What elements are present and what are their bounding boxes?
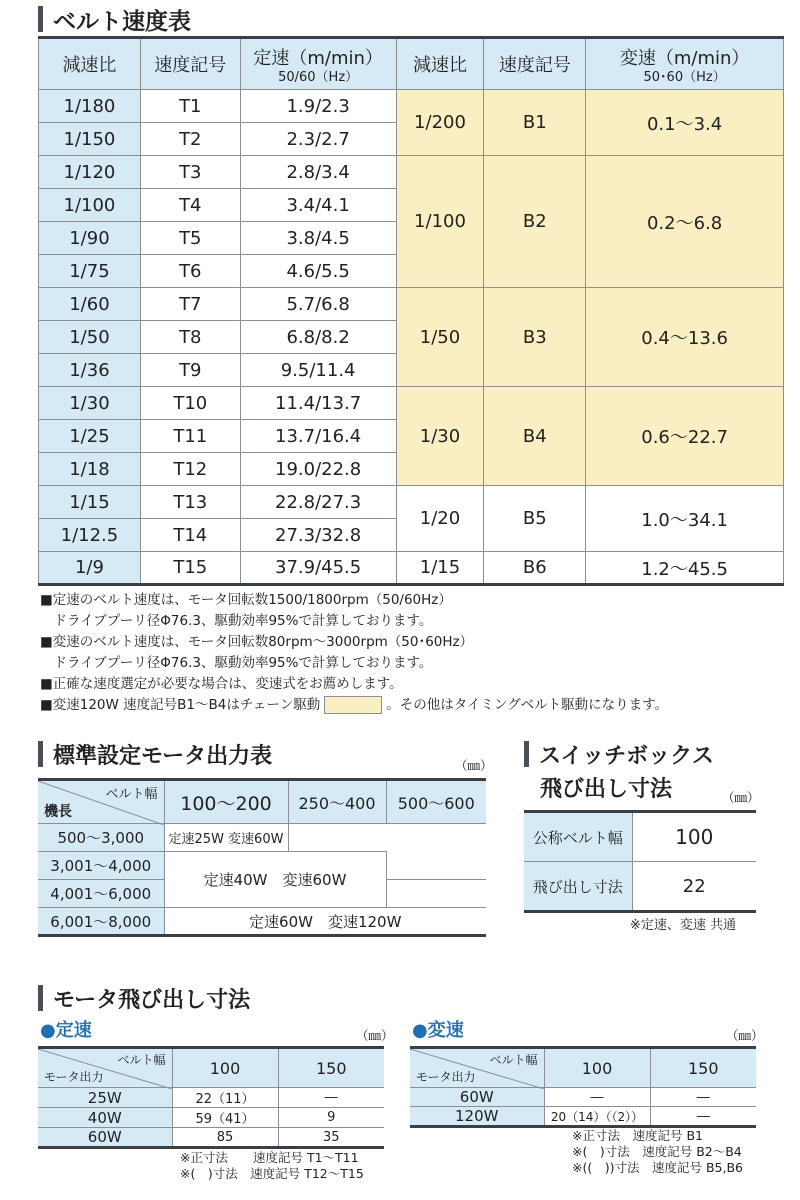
table-cell-var-speed: 1.2～45.5 [586, 552, 784, 585]
switch-box-table [524, 810, 756, 913]
table-cell-speed: 27.3/32.8 [240, 519, 396, 552]
switch-box-title [524, 738, 714, 770]
belt-speed-table [38, 36, 784, 586]
header-code: 速度記号 [140, 38, 240, 90]
table-cell-speed: 22.8/27.3 [240, 486, 396, 519]
header-fixed-speed-unit: 50/60（Hz） [278, 69, 359, 85]
table-cell: 9 [278, 1108, 384, 1128]
empty-cell [288, 824, 486, 852]
motor-output-table [38, 778, 486, 937]
table-cell-code: T10 [140, 387, 240, 420]
table-cell-var-code: B1 [484, 90, 586, 156]
table-cell: 22（11） [172, 1088, 278, 1108]
empty-cell [386, 880, 486, 908]
switch-box-title-2: 飛び出し寸法 [540, 777, 673, 802]
table-cell-code: T8 [140, 321, 240, 354]
switch-box-row2-label: 飛び出し寸法 [524, 862, 632, 912]
note-line: ※正寸法 速度記号 B1 [572, 1128, 703, 1143]
motor-output-title-text: 標準設定モータ出力表 [53, 743, 273, 769]
table-cell-var-ratio: 1/15 [396, 552, 484, 585]
variable-speed-subtitle: ●変速 [412, 1020, 464, 1041]
motor-output-cell-3: 定速60W 変速120W [164, 908, 486, 936]
table-cell-var-code: B6 [484, 552, 586, 585]
fixed-notes [180, 1150, 364, 1182]
corner-bottom-label: モータ出力 [44, 1070, 104, 1084]
table-cell-code: T1 [140, 90, 240, 123]
chain-drive-swatch [324, 696, 382, 714]
variable-notes [572, 1128, 743, 1176]
row-header: 60W [38, 1128, 172, 1148]
table-cell-code: T11 [140, 420, 240, 453]
row-header: 60W [410, 1088, 544, 1107]
fixed-protrusion-table [38, 1046, 384, 1149]
col-header: 100 [172, 1048, 278, 1088]
empty-cell [386, 852, 486, 880]
table-cell: 20（14）（（2）） [544, 1107, 650, 1127]
table-cell-code: T5 [140, 222, 240, 255]
header-fixed-speed [240, 38, 396, 90]
table-cell-code: T14 [140, 519, 240, 552]
table-cell-ratio: 1/60 [39, 288, 141, 321]
belt-speed-title [38, 4, 191, 34]
note-line: ※正寸法 速度記号 T1～T11 [180, 1150, 359, 1165]
table-cell-var-speed: 0.6～22.7 [586, 387, 784, 486]
table-cell-ratio: 1/180 [39, 90, 141, 123]
table-cell-code: T6 [140, 255, 240, 288]
note-line: ■変速のベルト速度は、モータ回転数80rpm～3000rpm（50･60Hz） [40, 634, 474, 650]
table-cell-var-code: B3 [484, 288, 586, 387]
header-ratio: 減速比 [39, 38, 141, 90]
table-cell-var-ratio: 1/200 [396, 90, 484, 156]
table-cell-speed: 13.7/16.4 [240, 420, 396, 453]
variable-corner [410, 1048, 544, 1088]
table-cell-var-ratio: 1/50 [396, 288, 484, 387]
corner-top-label: ベルト幅 [489, 1053, 538, 1067]
note-chain-text: ■変速120W 速度記号B1～B4はチェーン駆動 [40, 697, 321, 713]
table-cell-speed: 37.9/45.5 [240, 552, 396, 585]
table-cell-code: T7 [140, 288, 240, 321]
corner-top-label: ベルト幅 [105, 787, 158, 802]
col-header: 150 [278, 1048, 384, 1088]
row-header: 120W [410, 1107, 544, 1127]
row-header: 25W [38, 1088, 172, 1108]
table-cell-speed: 3.8/4.5 [240, 222, 396, 255]
table-cell-ratio: 1/100 [39, 189, 141, 222]
table-cell-var-ratio: 1/20 [396, 486, 484, 552]
table-cell-ratio: 1/150 [39, 123, 141, 156]
table-cell-ratio: 1/30 [39, 387, 141, 420]
switch-box-row1-label: 公称ベルト幅 [524, 812, 632, 862]
note-line: ■定速のベルト速度は、モータ回転数1500/1800rpm（50/60Hz） [40, 592, 452, 608]
table-cell-code: T4 [140, 189, 240, 222]
motor-output-corner [38, 780, 164, 824]
switch-box-row2-value: 22 [632, 862, 756, 912]
table-cell-var-speed: 1.0～34.1 [586, 486, 784, 552]
note-line: ※( )寸法 速度記号 B2～B4 [572, 1144, 742, 1159]
table-cell-ratio: 1/12.5 [39, 519, 141, 552]
table-cell-speed: 2.3/2.7 [240, 123, 396, 156]
table-cell-ratio: 1/50 [39, 321, 141, 354]
fixed-corner [38, 1048, 172, 1088]
table-cell-speed: 5.7/6.8 [240, 288, 396, 321]
table-cell-code: T3 [140, 156, 240, 189]
header-var-speed [586, 38, 784, 90]
table-cell-var-ratio: 1/100 [396, 156, 484, 288]
table-cell: 85 [172, 1128, 278, 1148]
table-cell-var-code: B2 [484, 156, 586, 288]
switch-box-note: ※定速、変速 共通 [630, 918, 737, 933]
table-cell-code: T9 [140, 354, 240, 387]
header-code-2: 速度記号 [484, 38, 586, 90]
row-header: 40W [38, 1108, 172, 1128]
note-line-chain [40, 695, 790, 716]
table-cell-speed: 9.5/11.4 [240, 354, 396, 387]
col-header: 150 [650, 1048, 756, 1088]
table-cell-var-speed: 0.4～13.6 [586, 288, 784, 387]
header-var-speed-unit: 50･60（Hz） [643, 69, 726, 85]
row-header: 500～3,000 [38, 824, 164, 852]
motor-output-cell-2: 定速40W 変速60W [164, 852, 386, 908]
col-header: 500～600 [386, 780, 486, 824]
header-var-speed-label: 変速（m/min） [619, 47, 750, 69]
note-line: ※(( ))寸法 速度記号 B5,B6 [572, 1160, 743, 1175]
col-header: 100～200 [164, 780, 288, 824]
table-cell-var-ratio: 1/30 [396, 387, 484, 486]
note-timing-text: 。その他はタイミングベルト駆動になります。 [386, 697, 669, 713]
table-cell-ratio: 1/75 [39, 255, 141, 288]
table-cell: ― [544, 1088, 650, 1107]
col-header: 250～400 [288, 780, 386, 824]
table-cell-code: T12 [140, 453, 240, 486]
table-cell-ratio: 1/15 [39, 486, 141, 519]
table-cell-var-code: B5 [484, 486, 586, 552]
table-cell-ratio: 1/120 [39, 156, 141, 189]
variable-protrusion-table [410, 1046, 756, 1128]
table-cell: ― [650, 1088, 756, 1107]
motor-output-title [38, 738, 272, 770]
table-cell-ratio: 1/36 [39, 354, 141, 387]
motor-protrusion-title-text: モータ飛び出し寸法 [53, 987, 251, 1013]
row-header: 6,001～8,000 [38, 908, 164, 936]
variable-speed-unit: （㎜） [726, 1028, 764, 1043]
table-cell-code: T2 [140, 123, 240, 156]
table-cell-ratio: 1/90 [39, 222, 141, 255]
motor-output-unit: （㎜） [455, 758, 493, 773]
table-cell-speed: 4.6/5.5 [240, 255, 396, 288]
col-header: 100 [544, 1048, 650, 1088]
note-line: ■正確な速度選定が必要な場合は、変速式をお薦めします。 [40, 676, 403, 692]
fixed-speed-subtitle: ●定速 [40, 1020, 92, 1041]
note-line: ※( )寸法 速度記号 T12～T15 [180, 1166, 364, 1181]
header-ratio-2: 減速比 [396, 38, 484, 90]
table-cell-speed: 3.4/4.1 [240, 189, 396, 222]
belt-speed-notes [40, 590, 790, 716]
note-line: ドライブプーリ径Φ76.3、駆動効率95%で計算しております。 [40, 655, 433, 671]
note-line: ドライブプーリ径Φ76.3、駆動効率95%で計算しております。 [40, 613, 433, 629]
switch-box-unit: （㎜） [722, 790, 760, 805]
motor-output-cell-1: 定速25W 変速60W [164, 824, 288, 852]
table-cell-speed: 19.0/22.8 [240, 453, 396, 486]
row-header: 3,001～4,000 [38, 852, 164, 880]
table-cell-var-code: B4 [484, 387, 586, 486]
table-cell-ratio: 1/18 [39, 453, 141, 486]
table-cell: 59（41） [172, 1108, 278, 1128]
corner-bottom-label: モータ出力 [416, 1070, 476, 1084]
switch-box-row1-value: 100 [632, 812, 756, 862]
table-cell-speed: 2.8/3.4 [240, 156, 396, 189]
table-cell-ratio: 1/25 [39, 420, 141, 453]
header-fixed-speed-label: 定速（m/min） [253, 47, 383, 69]
table-cell-speed: 6.8/8.2 [240, 321, 396, 354]
switch-box-title-1: スイッチボックス [539, 743, 714, 769]
table-cell-var-speed: 0.1～3.4 [586, 90, 784, 156]
belt-speed-title-text: ベルト速度表 [53, 8, 191, 35]
row-header: 4,001～6,000 [38, 880, 164, 908]
table-cell-speed: 11.4/13.7 [240, 387, 396, 420]
table-cell-ratio: 1/9 [39, 552, 141, 585]
corner-top-label: ベルト幅 [117, 1053, 166, 1067]
table-cell-var-speed: 0.2～6.8 [586, 156, 784, 288]
corner-bottom-label: 機長 [44, 804, 72, 820]
table-cell: 35 [278, 1128, 384, 1148]
table-cell-speed: 1.9/2.3 [240, 90, 396, 123]
motor-protrusion-title [38, 982, 250, 1014]
fixed-speed-unit: （㎜） [356, 1028, 394, 1043]
table-cell-code: T13 [140, 486, 240, 519]
table-cell: ― [278, 1088, 384, 1108]
table-cell-code: T15 [140, 552, 240, 585]
table-cell: ― [650, 1107, 756, 1127]
